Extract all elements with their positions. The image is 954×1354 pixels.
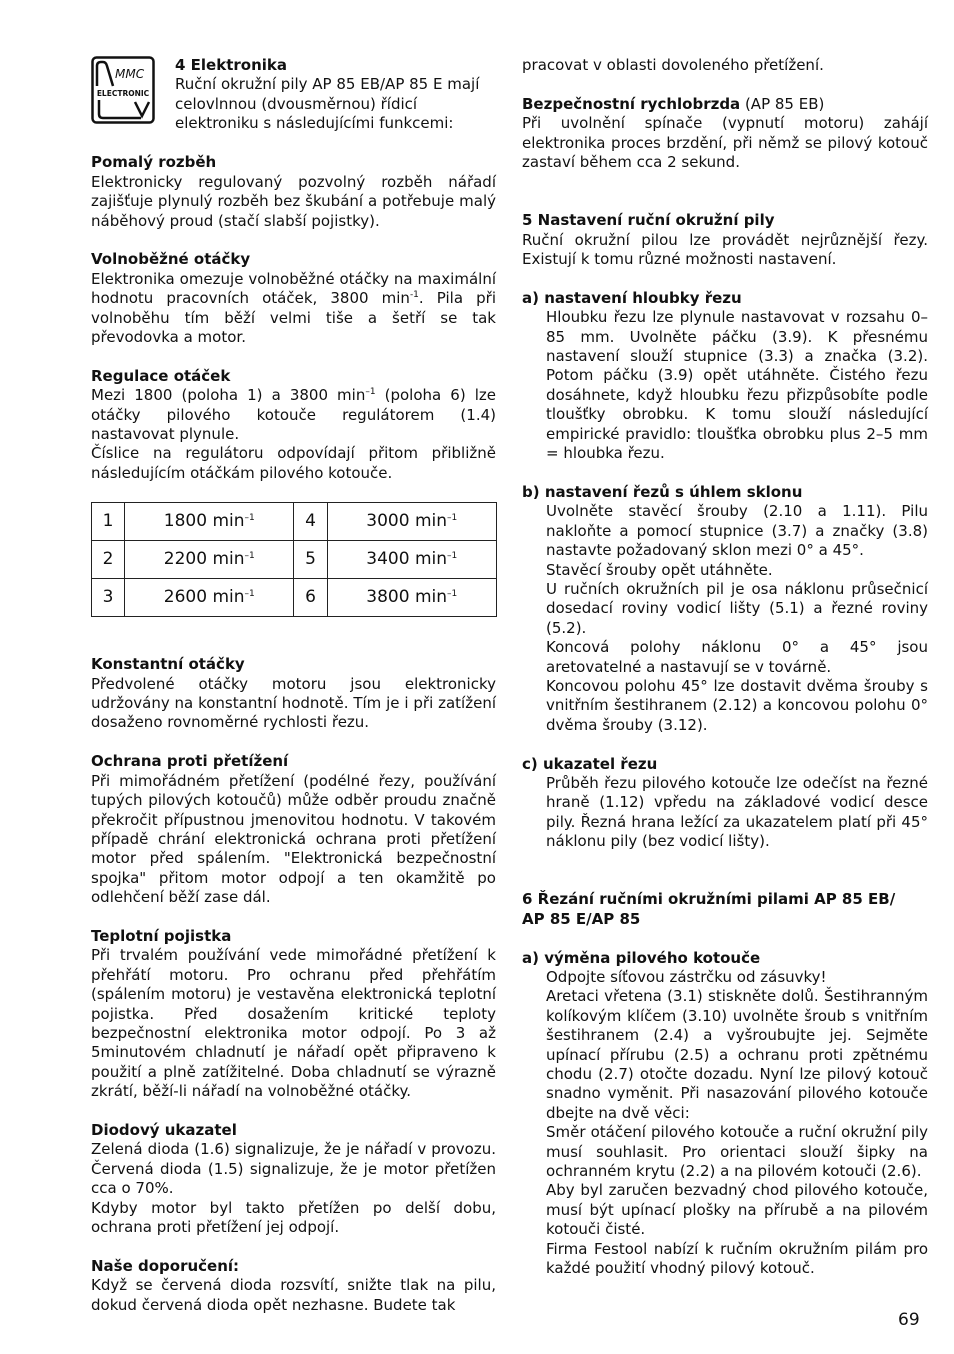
text-continuation: pracovat v oblasti dovoleného přetížení. — [522, 56, 824, 74]
text-hloubka-rezu: Hloubku řezu lze plynule nastavovat v rozsahu 0–85 mm. Uvolněte páčku (3.9). K přesnému nastavení slouží stupnice (3.3) a značka (3.2). Potom páčku (3.9) opět utáhněte. Čistého řezu dosáhnete, když hloubku řezu přizpůsobíte podle tloušťky obrobku. K tomu slouží následující empirické pravidlo: tloušťka obrobku plus 2–5 mm = hloubka řezu. — [546, 308, 928, 463]
heading-doporuceni: Naše doporučení: — [91, 1256, 240, 1275]
speed-table-row — [92, 541, 497, 579]
page-number: 69 — [898, 1310, 920, 1330]
heading-diodovy-ukazatel: Diodový ukazatel — [91, 1120, 237, 1139]
logo-electronic-text: ELECTRONIC — [96, 89, 150, 98]
speed-position-cell: 2 — [92, 541, 125, 579]
speed-table-row — [92, 579, 497, 617]
text-ochrana: Při mimořádném přetížení (podélné řezy, používání tupých pilových kotoučů) může odběr proudu značně překročit přípustnou jmenovitou hodnotu. V takovém případě chrání elektronická ochrana proti přetížení motor před spálením. "Elektronická bezpečnostní spojka" přitom motor odpojí a ten okamžitě po odlehčení běží zase dál. — [91, 771, 496, 907]
heading-elektronika: 4 Elektronika — [175, 56, 287, 74]
section-nastaveni — [522, 211, 928, 269]
section-pomaly-rozbeh — [91, 153, 496, 231]
heading-rezani-2: AP 85 E/AP 85 — [522, 909, 641, 928]
heading-ukazatel-rezu: c) ukazatel řezu — [522, 754, 658, 773]
text-nastaveni: Ruční okružní pilou lze provádět nejrůznější řezy. Existují k tomu různé možnosti nastavení. — [522, 230, 928, 269]
speed-position-cell: 1 — [92, 503, 125, 541]
heading-uhel-sklonu: b) nastavení řezů s úhlem sklonu — [522, 482, 803, 501]
heading-nastaveni: 5 Nastavení ruční okružní pily — [522, 211, 775, 230]
heading-hloubka-rezu: a) nastavení hloubky řezu — [522, 288, 742, 307]
section-elektronika — [91, 56, 496, 134]
speed-table-row — [92, 503, 497, 541]
text-diodovy-ukazatel-2: Kdyby motor byl takto přetížen po delší dobu, ochrana proti přetížení jej odpojí. — [91, 1198, 496, 1236]
section-brzda — [522, 95, 928, 173]
speed-position-cell: 3 — [92, 579, 125, 617]
speed-value-cell: 3800 $\min^{-1}$ — [327, 579, 496, 617]
text-vymena-2: Aretaci vřetena (3.1) stiskněte dolů. Šestihranným kolíkovým klíčem (3.10) uvolněte šroub s vnitřním šestihranem (2.4) a vyšroubujte jej. Sejměte upínací přírubu (2.5) a ochranu proti zpětnému chodu (2.7) otočte dozadu. Nyní lze pilový kotouč snadno vyměnit. Při nasazování pilového kotouče dbejte na dvě věci: — [546, 987, 928, 1122]
section-teplotni-pojistka — [91, 927, 496, 1102]
heading-brzda: Bezpečnostní rychlobrzda (AP 85 EB) — [522, 94, 825, 113]
text-vymena-1: Odpojte síťovou zástrčku od zásuvky! — [546, 967, 827, 986]
heading-ochrana: Ochrana proti přetížení — [91, 752, 289, 771]
section-diodovy-ukazatel — [91, 1121, 496, 1237]
text-vymena-5: Firma Festool nabízí k ručním okružním pilám pro každé použití vhodný pilový kotouč. — [546, 1239, 928, 1278]
heading-volnobezne-otacky: Volnoběžné otáčky — [91, 250, 251, 269]
text-elektronika: Ruční okružní pily AP 85 EB/AP 85 E mají celovlnnou (dvousměrnou) řídicí elektroniku s následujícími funkcemi: — [175, 75, 480, 133]
heading-rezani-1: 6 Řezání ručními okružními pilami AP 85 EB/ — [522, 890, 896, 909]
speed-value-cell: 3000 $\min^{-1}$ — [327, 503, 496, 541]
text-uhel-sklonu-1: Uvolněte stavěcí šrouby (2.10 a 1.11). Pilu nakloňte a pomocí stupnice (3.7) a značky (3.8) nastavte požadovaný sklon mezi 0° a 45°. — [546, 502, 928, 560]
speed-value-cell: 2600 $\min^{-1}$ — [125, 579, 294, 617]
section-konstantni-otacky — [91, 655, 496, 733]
speed-position-cell: 4 — [294, 503, 327, 541]
section-vymena-kotouce — [522, 949, 928, 1279]
text-diodovy-ukazatel: Zelená dioda (1.6) signalizuje, že je nářadí v provozu. Červená dioda (1.5) signalizuje, že je motor přetížen cca o 70%. — [91, 1140, 496, 1198]
text-doporuceni: Když se červená dioda rozsvítí, snižte tlak na pilu, dokud červená dioda opět nezhasne. Budete tak — [91, 1276, 496, 1314]
heading-vymena-kotouce: a) výměna pilového kotouče — [522, 948, 761, 967]
section-doporuceni — [91, 1257, 496, 1315]
text-regulace-otacek-2: Číslice na regulátoru odpovídají přitom přibližně následujícím otáčkám pilového kotouče. — [91, 444, 496, 482]
text-uhel-sklonu-3: U ručních okružních pil je osa náklonu průsečnicí dosedací roviny vodicí lišty (5.1) a řezné roviny (5.2). — [546, 579, 928, 637]
section-rezani — [522, 890, 928, 929]
text-konstantni-otacky: Předvolené otáčky motoru jsou elektronicky udržovány na konstantní hodnotě. Tím je i při zatížení dosaženo rovnoměrné rychlosti řezu. — [91, 674, 496, 732]
left-column — [91, 56, 496, 1315]
text-uhel-sklonu-4: Koncová polohy náklonu 0° a 45° jsou aretovatelné a nastavují se v továrně. — [546, 638, 928, 676]
heading-teplotni-pojistka: Teplotní pojistka — [91, 926, 232, 945]
text-vymena-3: Směr otáčení pilového kotouče a ruční okružní pily musí souhlasit. Pro orientaci slouží šipky na ochranném krytu (2.2) a na pilovém kotouči (2.6). — [546, 1123, 928, 1181]
right-column — [522, 56, 928, 1278]
speed-value-cell: 3400 $\min^{-1}$ — [327, 541, 496, 579]
text-volnobezne-otacky: Elektronika omezuje volnoběžné otáčky na maximální hodnotu pracovních otáček, 3800 $\min^{-1}$. Pila při volnoběhu tím běží velmi tiše a šetří se tak převodovka a motor. — [91, 269, 496, 347]
heading-pomaly-rozbeh: Pomalý rozběh — [91, 153, 217, 172]
text-uhel-sklonu-5: Koncovou polohu 45° lze dostavit dvěma šrouby s vnitřním šestihranem (2.12) a koncovou polohu 0° dvěma šrouby (3.12). — [546, 676, 928, 734]
speed-table — [91, 502, 497, 617]
section-regulace-otacek — [91, 367, 496, 483]
speed-value-cell: 2200 $\min^{-1}$ — [125, 541, 294, 579]
text-ukazatel-rezu: Průběh řezu pilového kotouče lze odečíst na řezné hraně (1.12) vpředu na základové vodicí desce pily. Řezná hrana ležící za ukazatelem platí při 45° náklonu pily (bez vodicí lišty). — [546, 773, 928, 851]
section-volnobezne-otacky — [91, 250, 496, 347]
text-teplotni-pojistka: Při trvalém používání vede mimořádné přetížení k přehřátí motoru. Pro ochranu před přehřátím (spálením motoru) je vestavěna elektronická teplotní pojistka. Před dosažením kritické teploty bezpečnostní elektronika motor odpojí. Po 3 až 5minutovém chladnutí je nářadí opět připraveno k použití a plně zatížitelné. Doba chladnutí se výrazně zkrátí, běží-li nářadí na volnoběžné otáčky. — [91, 946, 496, 1101]
heading-konstantni-otacky: Konstantní otáčky — [91, 655, 245, 674]
text-pomaly-rozbeh: Elektronicky regulovaný pozvolný rozběh nářadí zajišťuje plynulý rozběh bez škubání a potřebuje malý náběhový proud (stačí slabší pojistky). — [91, 172, 496, 230]
section-ukazatel-rezu — [522, 755, 928, 852]
text-uhel-sklonu-2: Stavěcí šrouby opět utáhněte. — [546, 560, 773, 579]
heading-regulace-otacek: Regulace otáček — [91, 366, 231, 385]
speed-position-cell: 5 — [294, 541, 327, 579]
text-vymena-4: Aby byl zaručen bezvadný chod pilového kotouče, musí být upínací plošky na přírubě a na pilovém kotouči čisté. — [546, 1181, 928, 1239]
speed-position-cell: 6 — [294, 579, 327, 617]
text-brzda: Při uvolnění spínače (vypnutí motoru) zahájí elektronika proces brzdění, při němž se pilový kotouč zastaví během cca 2 sekund. — [522, 114, 928, 172]
section-hloubka-rezu — [522, 289, 928, 464]
speed-value-cell: 1800 $\min^{-1}$ — [125, 503, 294, 541]
section-uhel-sklonu — [522, 483, 928, 735]
text-regulace-otacek: Mezi 1800 (poloha 1) a 3800 $\min^{-1}$ (poloha 6) lze otáčky pilového kotouče regulátorem (1.4) nastavovat plynule. — [91, 386, 496, 444]
logo-mmc-text: MMC — [115, 67, 145, 81]
section-ochrana — [91, 752, 496, 907]
